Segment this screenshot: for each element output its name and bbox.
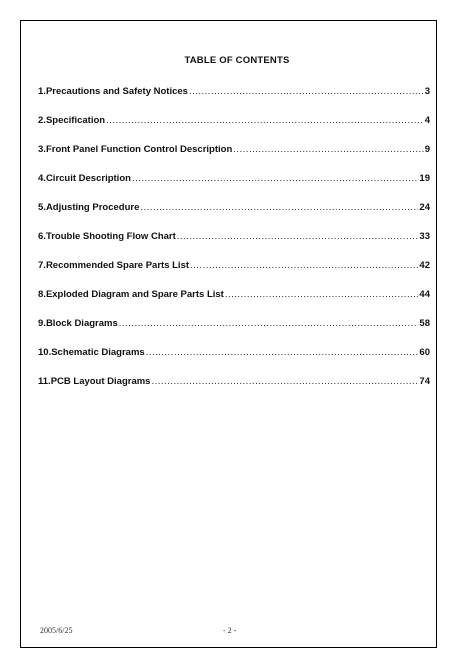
toc-entry-label: Front Panel Function Control Description — [45, 144, 233, 155]
toc-dot-leader — [146, 346, 419, 359]
toc-entry-number: 1. — [38, 86, 46, 97]
toc-dot-leader — [225, 288, 419, 301]
toc-dot-leader — [132, 172, 418, 185]
toc-entry-label: Circuit Description — [45, 173, 131, 184]
toc-entry-label: Block Diagrams — [45, 318, 118, 329]
toc-dot-leader — [189, 85, 424, 98]
toc-dot-leader — [119, 317, 419, 330]
toc-entry-page: 42 — [419, 260, 430, 271]
toc-entry-number: 11. — [38, 376, 51, 387]
footer-page-number: - 2 - — [223, 626, 237, 635]
toc-entry-label: Trouble Shooting Flow Chart — [45, 231, 176, 242]
toc-entry-trouble-shooting[interactable] — [38, 230, 430, 259]
toc-entry-page: 44 — [419, 289, 430, 300]
toc-entry-number: 4. — [38, 173, 46, 184]
toc-entry-exploded-diagram[interactable] — [38, 288, 430, 317]
toc-entry-adjusting-procedure[interactable] — [38, 201, 430, 230]
toc-entry-page: 58 — [419, 318, 430, 329]
toc-list — [38, 85, 430, 404]
toc-entry-number: 8. — [38, 289, 46, 300]
toc-dot-leader — [106, 114, 424, 127]
toc-entry-page: 24 — [419, 202, 430, 213]
toc-entry-number: 2. — [38, 115, 46, 126]
toc-entry-precautions[interactable] — [38, 85, 430, 114]
toc-dot-leader — [177, 230, 419, 243]
toc-entry-page: 19 — [419, 173, 430, 184]
toc-dot-leader — [233, 143, 423, 156]
toc-entry-number: 7. — [38, 260, 46, 271]
toc-entry-front-panel[interactable] — [38, 143, 430, 172]
toc-entry-circuit-description[interactable] — [38, 172, 430, 201]
toc-entry-label: Schematic Diagrams — [51, 347, 145, 358]
toc-entry-block-diagrams[interactable] — [38, 317, 430, 346]
toc-entry-label: Exploded Diagram and Spare Parts List — [45, 289, 224, 300]
toc-entry-label: PCB Layout Diagrams — [50, 376, 151, 387]
toc-entry-label: Recommended Spare Parts List — [45, 260, 190, 271]
toc-entry-page: 9 — [424, 144, 430, 155]
toc-dot-leader — [140, 201, 418, 214]
toc-entry-page: 4 — [424, 115, 430, 126]
toc-entry-number: 10. — [38, 347, 52, 358]
toc-entry-page: 33 — [419, 231, 430, 242]
toc-entry-spare-parts[interactable] — [38, 259, 430, 288]
toc-entry-page: 60 — [419, 347, 430, 358]
toc-entry-pcb-layout[interactable] — [38, 375, 430, 404]
toc-entry-label: Adjusting Procedure — [45, 202, 140, 213]
toc-entry-page: 74 — [419, 376, 430, 387]
toc-entry-number: 5. — [38, 202, 46, 213]
toc-dot-leader — [151, 375, 418, 388]
toc-entry-label: Specification — [45, 115, 106, 126]
toc-entry-specification[interactable] — [38, 114, 430, 143]
footer-date: 2005/6/25 — [40, 626, 73, 635]
toc-entry-label: Precautions and Safety Notices — [45, 86, 188, 97]
toc-entry-number: 9. — [38, 318, 46, 329]
toc-dot-leader — [190, 259, 418, 272]
toc-title: TABLE OF CONTENTS — [184, 55, 290, 66]
toc-entry-number: 3. — [38, 144, 46, 155]
toc-entry-page: 3 — [424, 86, 430, 97]
toc-entry-schematic-diagrams[interactable] — [38, 346, 430, 375]
toc-entry-number: 6. — [38, 231, 46, 242]
